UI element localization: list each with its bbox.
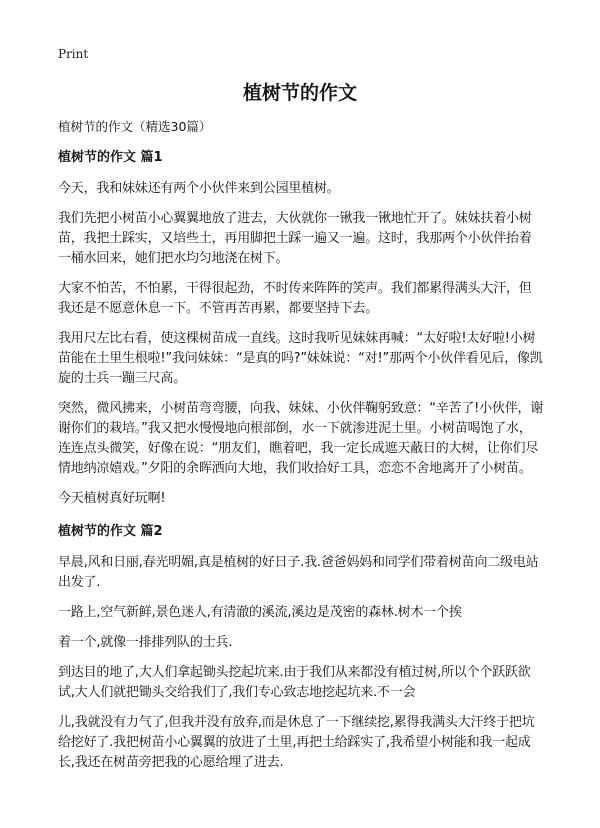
paragraph: 突然，微风拂来，小树苗弯弯腰，向我、妹妹、小伙伴鞠躬致意：“辛苦了!小伙伴，谢谢你们的栽培。”我又把水慢慢地向根部倒，水一下就渗进泥土里。小树苗喝饱了水，连连点头微笑，好像在说：“朋友们，瞧着吧，我一定长成遮天蔽日的大树，让你们尽情地纳凉嬉戏。”夕阳的余晖洒向大地，我们收拾好工具，恋恋不舍地离开了小树苗。 [58,401,544,476]
section-heading-2: 植树节的作文 篇2 [58,524,163,539]
paragraph: 大家不怕苦，不怕累，干得很起劲，不时传来阵阵的笑声。我们都累得满头大汗，但我还是不愿意休息一下。不管再苦再累，都要坚持下去。 [58,281,532,316]
paragraph: 我用尺左比右看，使这棵树苗成一直线。这时我听见妹妹再喊：“太好啦!太好啦!小树苗能在土里生根啦!”我问妹妹：“是真的吗?”妹妹说：“对!”那两个小伙伴看见后，像凯旋的士兵一蹦三尺高。 [58,331,543,386]
section-heading-1: 植树节的作文 篇1 [58,150,163,165]
paragraph: 一路上,空气新鲜,景色迷人,有清澈的溪流,溪边是茂密的森林.树木一个挨 [58,605,462,620]
document-body [58,118,544,783]
paragraph: 今天植树真好玩啊! [58,491,166,506]
paragraph: 儿,我就没有力气了,但我并没有放弃,而是休息了一下继续挖,累得我满头大汗终于把坑给挖好了.我把树苗小心翼翼的放进了土里,再把土给踩实了,我希望小树能和我一起成长,我还在树苗旁把我的心愿给埋了进去. [58,715,535,770]
print-label: Print [58,47,89,61]
paragraph: 今天，我和妹妹还有两个小伙伴来到公园里植树。 [58,181,340,196]
paragraph: 着一个,就像一排排列队的士兵. [58,635,233,650]
paragraph: 早晨,风和日丽,春光明媚,真是植树的好日子.我.爸爸妈妈和同学们带着树苗向二级电站出发了. [58,555,539,590]
document-subtitle: 植树节的作文（精选30篇） [58,119,212,134]
paragraph: 到达目的地了,大人们拿起锄头挖起坑来.由于我们从来都没有植过树,所以个个跃跃欲试,大人们就把锄头交给我们了,我们专心致志地挖起坑来.不一会 [58,665,531,700]
page-title: 植树节的作文 [242,82,357,104]
paragraph: 我们先把小树苗小心翼翼地放了进去，大伙就你一锹我一锹地忙开了。妹妹扶着小树苗，我把土踩实，又培些土，再用脚把土踩一遍又一遍。这时，我那两个小伙伴抬着一桶水回来，她们把水均匀地浇在树下。 [58,211,532,266]
